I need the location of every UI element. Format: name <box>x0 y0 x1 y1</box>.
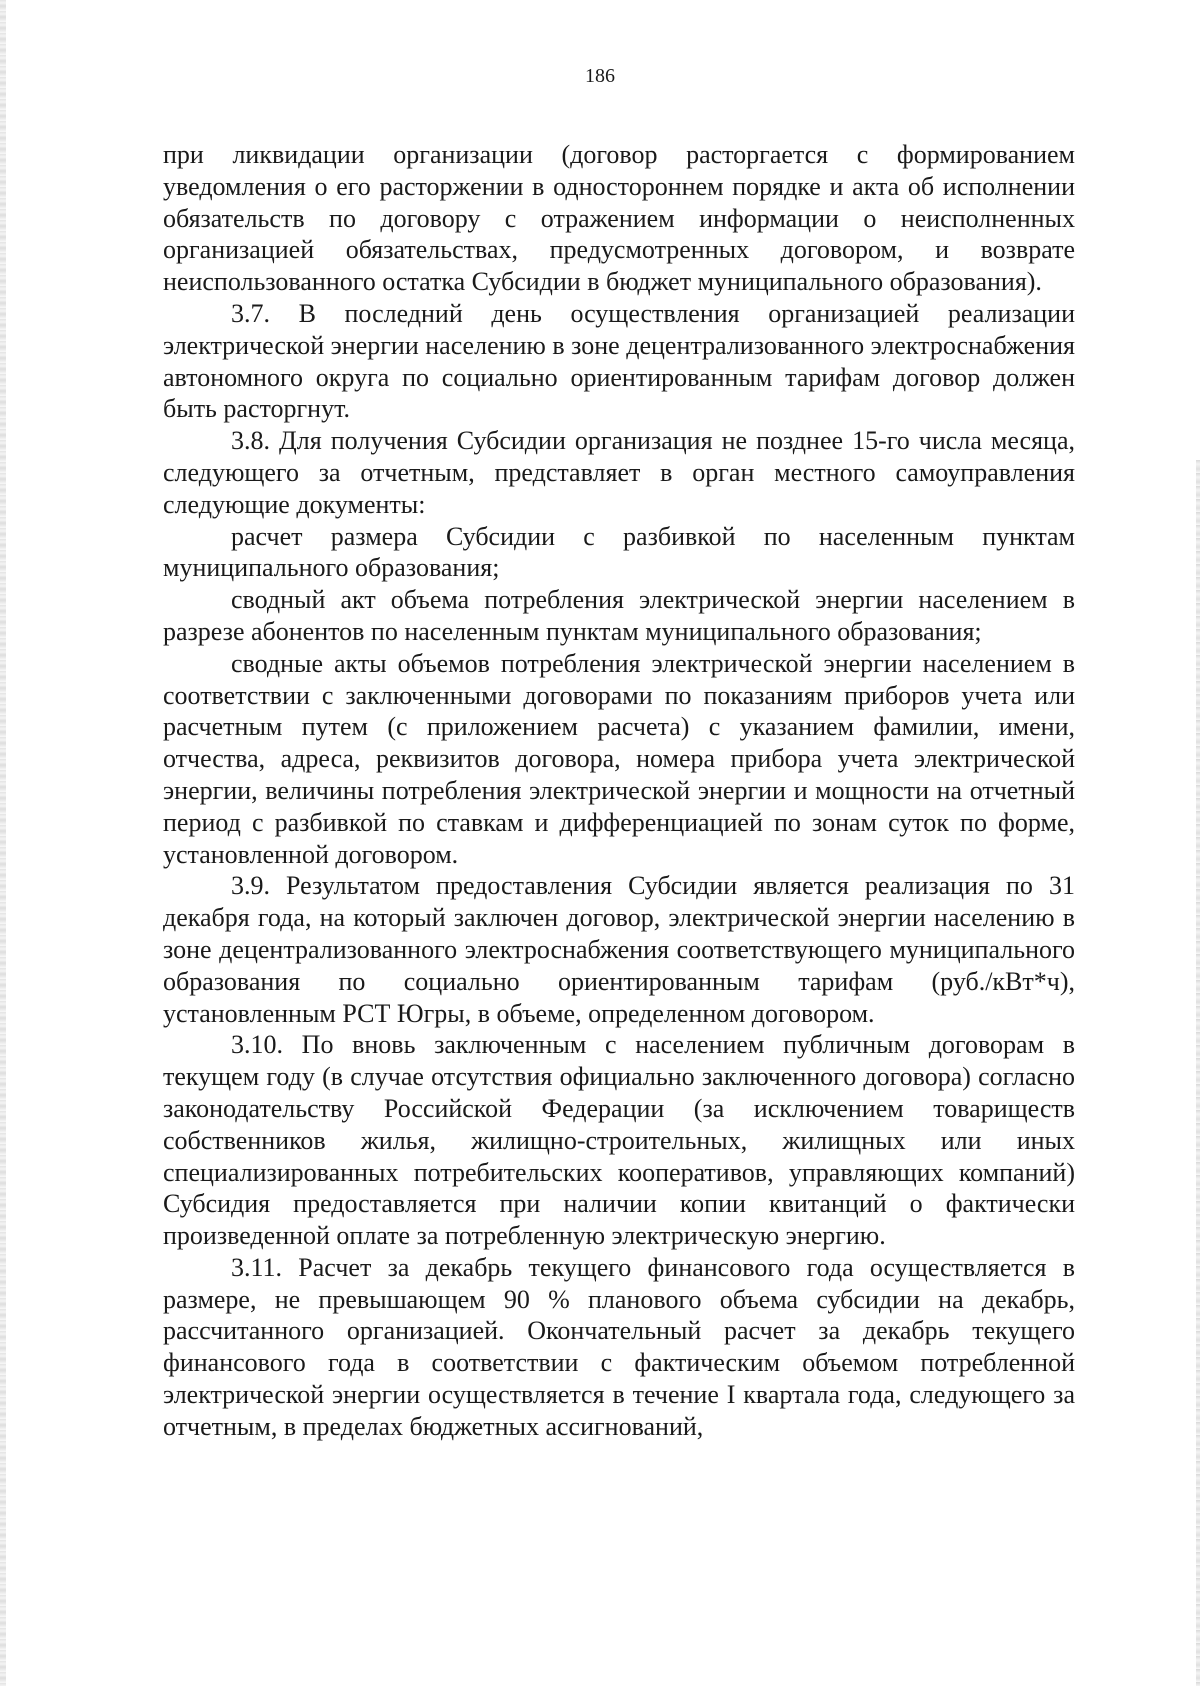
paragraph-3-11: 3.11. Расчет за декабрь текущего финансового года осуществляется в размере, не превышающем 90 % планового объема субсидии на декабрь, рассчитанного организацией. Окончательный расчет за декабрь текущего финансового года в соответствии с фактическим объемом потребленной электрической энергии осуществляется в течение I квартала года, следующего за отчетным, в пределах бюджетных ассигнований, <box>163 1252 1075 1441</box>
scan-edge-left <box>0 0 6 1686</box>
page-number: 186 <box>585 65 615 87</box>
paragraph-3-10: 3.10. По вновь заключенным с населением публичным договорам в текущем году (в случае отсутствия официально заключенного договора) согласно законодательству Российской Федерации (за исключением товариществ собственников жилья, жилищно-строительных, жилищных или иных специализированных потребительских кооперативов, управляющих компаний) Субсидия предоставляется при наличии копии квитанций о фактически произведенной оплате за потребленную электрическую энергию. <box>163 1030 1075 1251</box>
paragraph-3-9: 3.9. Результатом предоставления Субсидии является реализация по 31 декабря года, на который заключен договор, электрической энергии населению в зоне децентрализованного электроснабжения соответствующего муниципального образования по социально ориентированным тарифам (руб./кВт*ч), установленным РСТ Югры, в объеме, определенном договором. <box>163 871 1075 1028</box>
paragraph-summary-acts: сводные акты объемов потребления электрической энергии населением в соответствии с заключенными договорами по показаниям приборов учета или расчетным путем (с приложением расчета) с указанием фамилии, имени, отчества, адреса, реквизитов договора, номера прибора учета электрической энергии, величины потребления электрической энергии и мощности на отчетный период с разбивкой по ставкам и дифференциацией по зонам суток по форме, установленной договором. <box>163 648 1075 869</box>
paragraph-summary-act: сводный акт объема потребления электрической энергии населением в разрезе абонентов по населенным пунктам муниципального образования; <box>163 585 1075 646</box>
paragraph-3-7: 3.7. В последний день осуществления организацией реализации электрической энергии населению в зоне децентрализованного электроснабжения автономного округа по социально ориентированным тарифам договор должен быть расторгнут. <box>163 298 1075 424</box>
paragraph-liquidation: при ликвидации организации (договор расторгается с формированием уведомления о его расторжении в одностороннем порядке и акта об исполнении обязательств по договору с отражением информации о неисполненных организацией обязательствах, предусмотренных договором, и возврате неиспользованного остатка Субсидии в бюджет муниципального образования). <box>163 140 1075 297</box>
paragraph-3-8: 3.8. Для получения Субсидии организация не позднее 15-го числа месяца, следующего за отчетным, представляет в орган местного самоуправления следующие документы: <box>163 426 1075 519</box>
scan-edge-right <box>1196 460 1200 1686</box>
document-body <box>163 139 1075 1443</box>
paragraph-subsidy-calculation: расчет размера Субсидии с разбивкой по населенным пунктам муниципального образования; <box>163 521 1075 583</box>
